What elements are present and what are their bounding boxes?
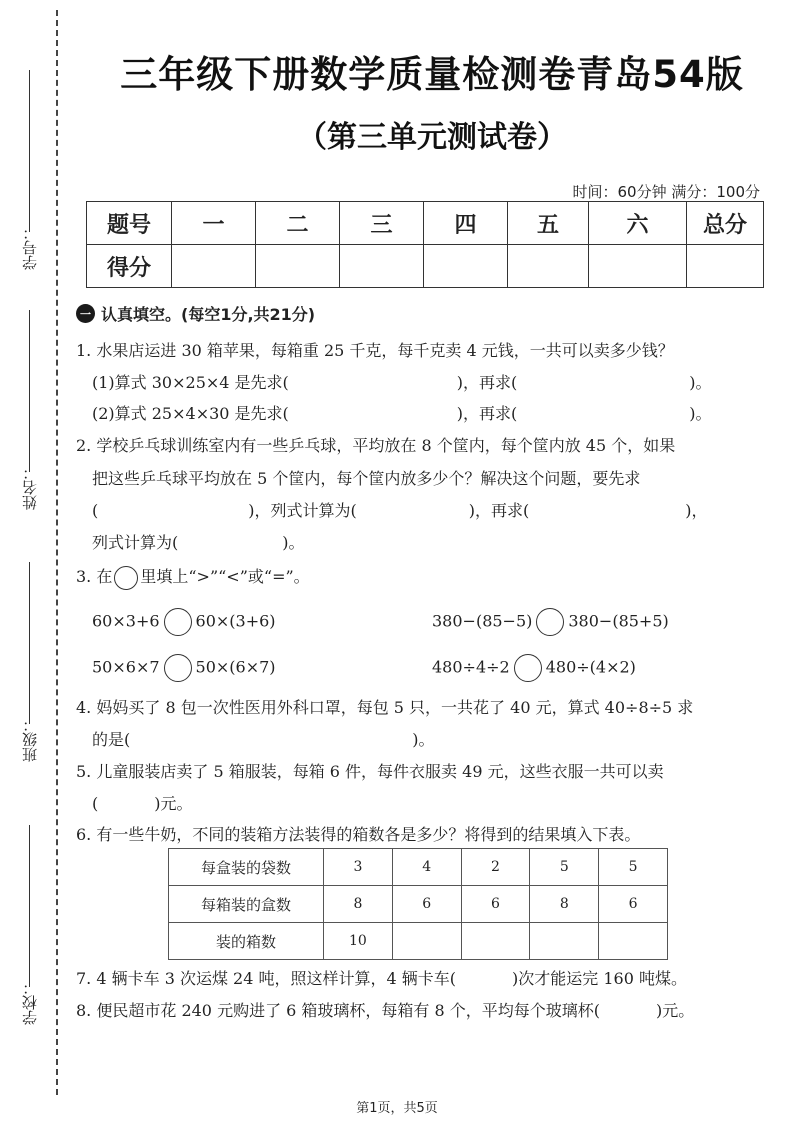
milk-cell: 6: [599, 886, 668, 923]
table-row: [169, 923, 668, 960]
section-note: (每空1分,共21分): [181, 305, 316, 324]
q3-c3-left: 50×6×7: [92, 657, 160, 677]
table-row: [169, 886, 668, 923]
score-cell[interactable]: [508, 245, 589, 288]
milk-cell: 8: [324, 886, 393, 923]
section-title: 认真填空。: [101, 305, 182, 324]
school-field[interactable]: [18, 825, 42, 1025]
q5-line1: 5. 儿童服装店卖了 5 箱服装，每箱 6 件，每件衣服卖 49 元，这些衣服一共可以卖: [76, 762, 664, 781]
q1-part2: [92, 401, 712, 424]
name-field[interactable]: [18, 310, 42, 510]
q8-line: [76, 998, 694, 1021]
q3-compare-3: [92, 654, 276, 682]
q1-part1-end: )。: [689, 373, 712, 392]
milk-row-label: 装的箱数: [169, 923, 324, 960]
q2-line4-b: )。: [282, 533, 305, 552]
q5-line2-a: (: [92, 794, 99, 813]
q7-a: 7. 4 辆卡车 3 次运煤 24 吨，照这样计算，4 辆卡车(: [76, 969, 457, 988]
page-title: 三年级下册数学质量检测卷青岛54版: [120, 53, 744, 96]
q4-line1: 4. 妈妈买了 8 包一次性医用外科口罩，每包 5 只，一共花了 40 元，算式 40÷8÷5 求: [76, 698, 694, 717]
time-info: 时间：60分钟 满分：100分: [572, 183, 760, 201]
q1-part2-mid: )，再求(: [456, 404, 518, 423]
milk-cell: 5: [599, 849, 668, 886]
circle-symbol: [114, 566, 138, 590]
name-underline: [29, 310, 30, 472]
score-header-cell: 三: [340, 202, 424, 245]
milk-answer-cell[interactable]: [530, 923, 599, 960]
q3-c4-right: 480÷(4×2): [545, 657, 636, 677]
milk-cell: 6: [461, 886, 530, 923]
q5-line2-b: )元。: [154, 794, 193, 813]
q3-c2-right: 380−(85+5): [568, 611, 669, 631]
q2-line2: 把这些乒乓球平均放在 5 个筐内，每个筐内放多少个？解决这个问题，要先求: [92, 469, 641, 488]
milk-cell: 3: [324, 849, 393, 886]
score-cell[interactable]: [172, 245, 256, 288]
q6-stem: 6. 有一些牛奶，不同的装箱方法装得的箱数各是多少？将得到的结果填入下表。: [76, 825, 641, 844]
q8-b: )元。: [656, 1001, 695, 1020]
q1-part1-mid: )，再求(: [456, 373, 518, 392]
milk-answer-cell[interactable]: [392, 923, 461, 960]
q8-a: 8. 便民超市花 240 元购进了 6 箱玻璃杯，每箱有 8 个，平均每个玻璃杯(: [76, 1001, 601, 1020]
q4-line2-a: 的是(: [92, 730, 131, 749]
q3-compare-2: [432, 608, 669, 636]
score-header-row: [87, 202, 764, 245]
q3-compare-1: [92, 608, 276, 636]
q2-line4-a: 列式计算为(: [92, 533, 179, 552]
class-field[interactable]: [18, 562, 42, 762]
q2-line3-c: )，再求(: [468, 501, 530, 520]
q2-line3: [92, 498, 708, 521]
milk-table: [168, 848, 668, 960]
q5-line2: [92, 791, 193, 814]
score-header-cell: 五: [508, 202, 589, 245]
q2-line1: 2. 学校乒乓球训练室内有一些乒乓球，平均放在 8 个筐内，每个筐内放 45 个，如果: [76, 436, 676, 455]
q3-c3-right: 50×(6×7): [195, 657, 276, 677]
milk-row-label: 每箱装的盒数: [169, 886, 324, 923]
q1-part2-pre: (2)算式 25×4×30 是先求(: [92, 404, 289, 423]
score-table: [86, 201, 764, 288]
score-header-cell: 四: [424, 202, 508, 245]
score-header-cell: 一: [172, 202, 256, 245]
q3-stem: [76, 564, 310, 590]
q2-line3-a: (: [92, 501, 99, 520]
q2-line3-d: )，: [685, 501, 708, 520]
q3-compare-4: [432, 654, 636, 682]
q2-line3-b: )，列式计算为(: [248, 501, 357, 520]
score-row-label: 得分: [87, 245, 172, 288]
student-no-label: 学号：: [21, 225, 39, 270]
table-row: [169, 849, 668, 886]
section-header: [76, 302, 315, 325]
milk-answer-cell[interactable]: [461, 923, 530, 960]
page-subtitle: （第三单元测试卷）: [297, 120, 567, 155]
q3-c1-left: 60×3+6: [92, 611, 160, 631]
milk-cell: 10: [324, 923, 393, 960]
q2-line4: [92, 530, 305, 553]
compare-circle-input[interactable]: [514, 654, 542, 682]
class-label: 班级：: [21, 717, 39, 762]
class-underline: [29, 562, 30, 724]
compare-circle-input[interactable]: [164, 608, 192, 636]
milk-answer-cell[interactable]: [599, 923, 668, 960]
compare-circle-input[interactable]: [164, 654, 192, 682]
milk-row-label: 每盒装的袋数: [169, 849, 324, 886]
q1-part1: [92, 370, 712, 393]
q7-b: )次才能运完 160 吨煤。: [512, 969, 687, 988]
q4-line2: [92, 727, 435, 750]
page-footer: 第1页，共5页: [356, 1101, 438, 1116]
student-no-underline: [29, 70, 30, 232]
q4-line2-b: )。: [412, 730, 435, 749]
q3-stem-pre: 3. 在: [76, 567, 113, 586]
name-label: 姓名：: [21, 465, 39, 510]
score-cell[interactable]: [589, 245, 687, 288]
milk-cell: 2: [461, 849, 530, 886]
section-number-badge: 一: [76, 304, 95, 323]
score-header-cell: 六: [589, 202, 687, 245]
q3-stem-post: 里填上“>”“<”或“=”。: [140, 567, 310, 586]
score-header-cell: 题号: [87, 202, 172, 245]
binding-dashed-line: [56, 10, 58, 1095]
q1-part1-pre: (1)算式 30×25×4 是先求(: [92, 373, 289, 392]
score-cell[interactable]: [340, 245, 424, 288]
school-label: 学校：: [21, 980, 39, 1025]
student-no-field[interactable]: [18, 70, 42, 270]
milk-cell: 5: [530, 849, 599, 886]
q1-part2-end: )。: [689, 404, 712, 423]
milk-cell: 4: [392, 849, 461, 886]
q3-c1-right: 60×(3+6): [195, 611, 276, 631]
q3-c4-left: 480÷4÷2: [432, 657, 510, 677]
q7-line: [76, 966, 687, 989]
score-row: [87, 245, 764, 288]
score-header-cell: 二: [256, 202, 340, 245]
compare-circle-input[interactable]: [536, 608, 564, 636]
milk-cell: 6: [392, 886, 461, 923]
q3-c2-left: 380−(85−5): [432, 611, 533, 631]
school-underline: [29, 825, 30, 987]
q1-stem: 1. 水果店运进 30 箱苹果，每箱重 25 千克，每千克卖 4 元钱，一共可以卖多少钱？: [76, 341, 674, 360]
score-cell[interactable]: [687, 245, 764, 288]
score-cell[interactable]: [424, 245, 508, 288]
milk-cell: 8: [530, 886, 599, 923]
score-header-cell: 总分: [687, 202, 764, 245]
score-cell[interactable]: [256, 245, 340, 288]
